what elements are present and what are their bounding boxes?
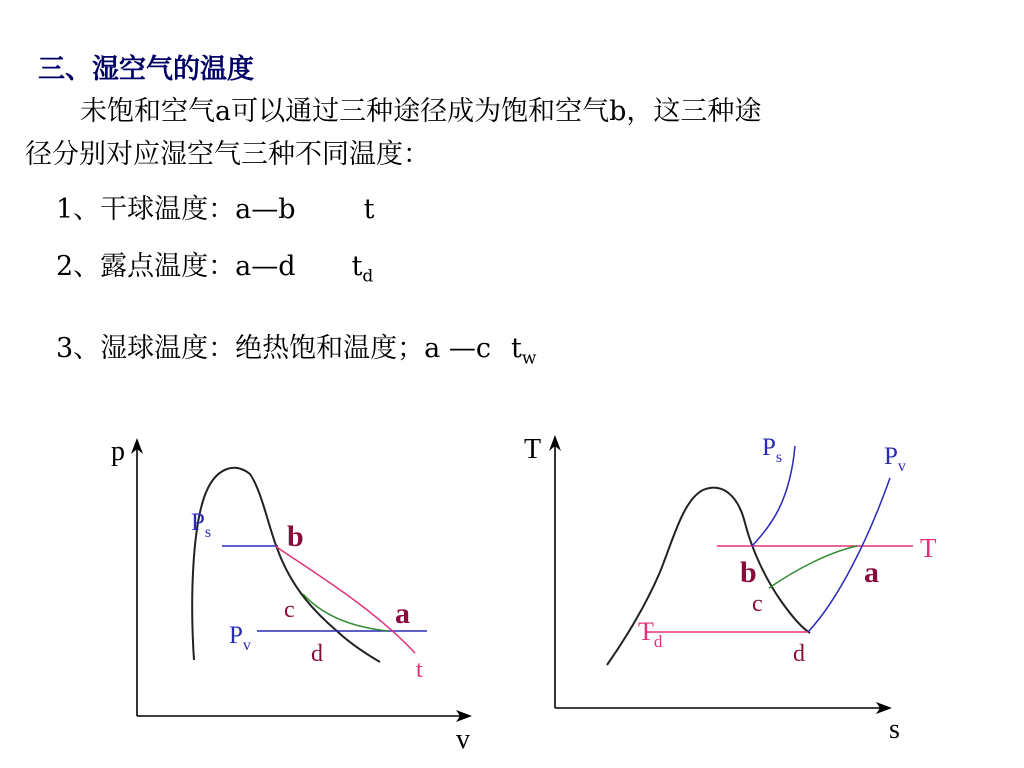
pv-ps-label: $P_s$	[191, 509, 212, 541]
ts-point-c: c	[752, 591, 763, 617]
pv-saturation-dome	[192, 468, 380, 662]
item-wet-bulb-symbol: t	[510, 333, 522, 364]
pv-diagram	[111, 436, 472, 755]
ts-diagram	[524, 434, 937, 745]
ts-y-axis-label: T	[524, 434, 542, 465]
item-dew-point-text: 2、露点温度：a—d	[56, 251, 296, 282]
item-wet-bulb-text: 3、湿球温度：绝热饱和温度；a —c	[56, 333, 491, 364]
ts-td-label: $T_d$	[638, 617, 663, 651]
item-dry-bulb-symbol: t	[363, 194, 375, 225]
pv-pv-label: $P_v$	[229, 622, 251, 654]
ts-ps-label: $P_s$	[762, 434, 783, 466]
pv-x-axis-label: v	[456, 724, 470, 755]
item-wet-bulb-subscript: w	[521, 348, 537, 369]
ts-pv-label: $P_v$	[884, 443, 906, 475]
ts-point-b: b	[740, 556, 757, 589]
pv-wet-bulb-path	[303, 594, 388, 631]
pv-point-b: b	[287, 520, 304, 553]
paragraph-line-1: 未饱和空气a可以通过三种途径成为饱和空气b，这三种途	[80, 96, 762, 127]
pv-point-a: a	[395, 597, 410, 630]
ts-t-label: T	[920, 533, 937, 563]
pv-y-axis-label: p	[111, 436, 125, 467]
item-dew-point-symbol: t	[351, 251, 363, 282]
pv-point-c: c	[284, 597, 295, 623]
section-heading: 三、湿空气的温度	[38, 54, 254, 85]
ts-x-axis-label: s	[889, 714, 900, 745]
item-dew-point-subscript: d	[362, 266, 374, 287]
pv-isotherm-label: t	[416, 657, 423, 683]
ts-isobar-ps	[752, 446, 795, 546]
paragraph-line-2: 径分别对应湿空气三种不同温度：	[25, 139, 430, 170]
ts-point-a: a	[864, 556, 879, 589]
item-dry-bulb-text: 1、干球温度：a—b	[56, 194, 296, 225]
ts-isobar-pv	[808, 478, 890, 632]
pv-point-d: d	[311, 641, 323, 667]
ts-point-d: d	[793, 641, 805, 667]
